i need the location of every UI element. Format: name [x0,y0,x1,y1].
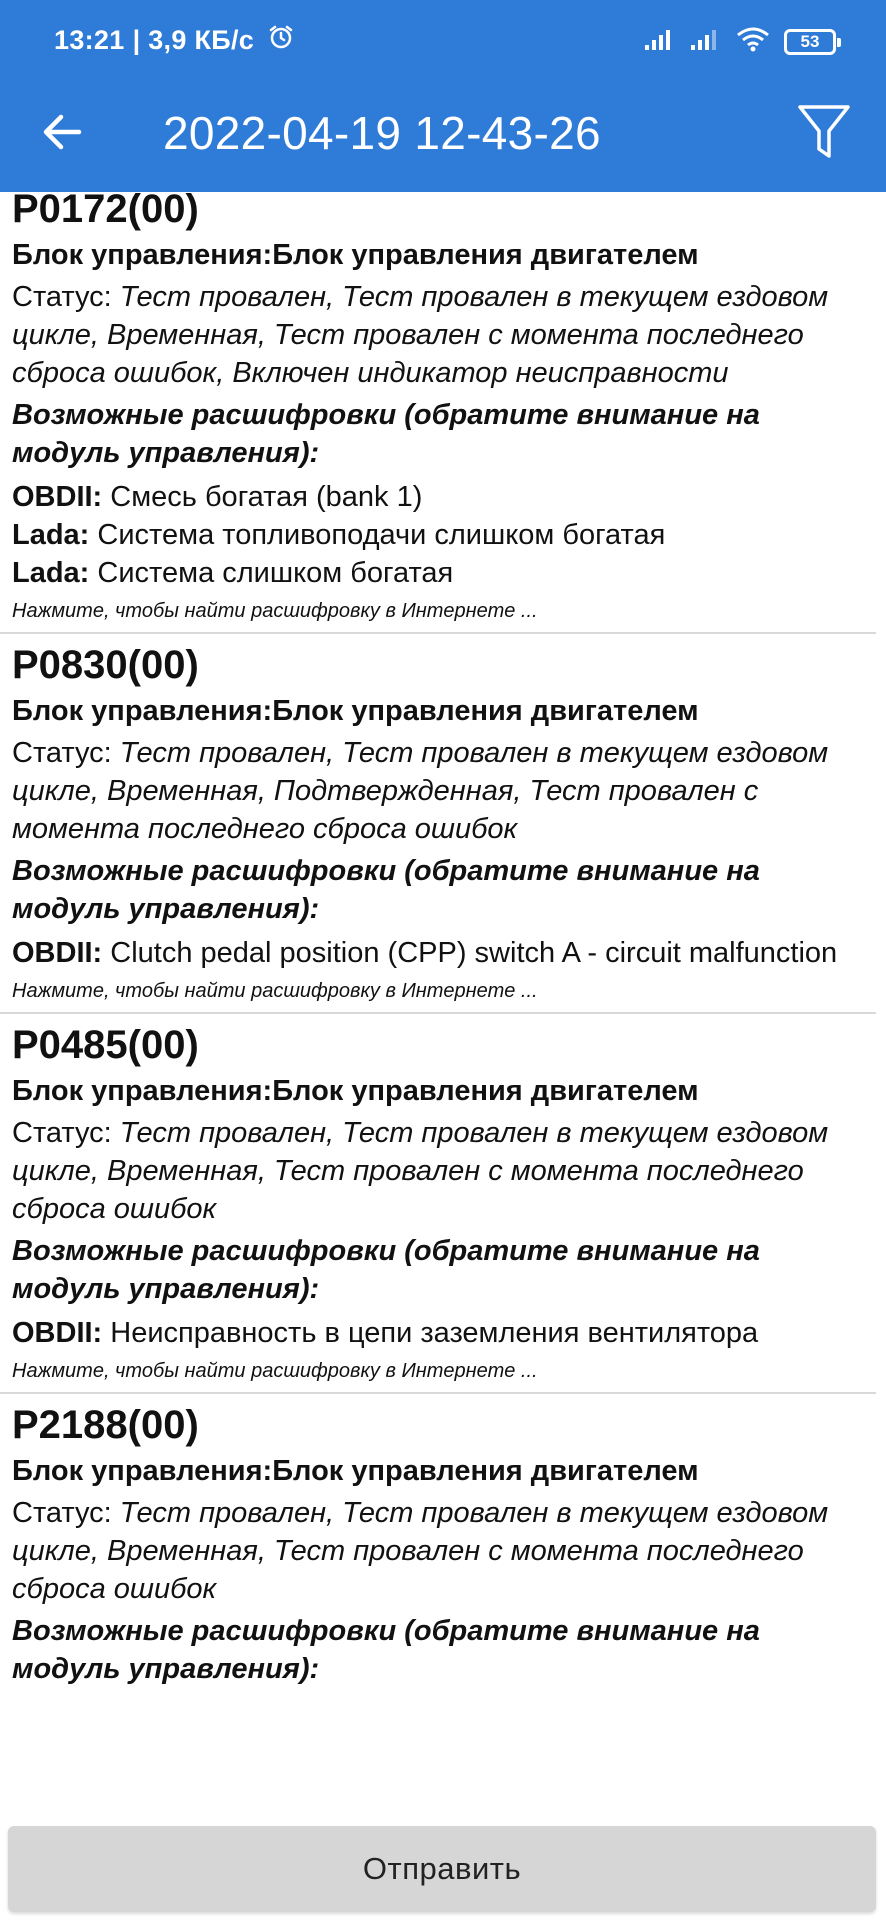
decode-text: Неисправность в цепи заземления вентилятора [102,1317,759,1349]
status-time-group [54,24,294,57]
dtc-code: P0830(00) [12,643,199,687]
dtc-item[interactable] [0,192,876,634]
status-value: Тест провален, Тест провален в текущем ездовом цикле, Временная, Тест провален с момента последнего сброса ошибок, Включен индикатор неисправности [12,281,829,389]
back-button[interactable] [30,102,94,166]
decode-row [12,934,864,972]
decode-hint-title: Возможные расшифровки (обратите внимание на модуль управления): [12,855,760,925]
decode-text: Clutch pedal position (CPP) switch A - circuit malfunction [102,937,838,969]
control-block: Блок управления:Блок управления двигателем [12,1075,699,1107]
status-label: Статус: [12,281,120,313]
signal-icon [690,27,722,56]
search-online-link[interactable]: Нажмите, чтобы найти расшифровку в Интернете ... [12,980,538,1002]
status-time: 13:21 [54,25,125,55]
dtc-code: P0172(00) [12,192,199,231]
decode-source: Lada: [12,557,90,589]
battery-level: 53 [800,31,820,51]
decode-source: OBDII: [12,937,103,969]
filter-icon [797,103,851,166]
dtc-item[interactable] [0,1400,876,1688]
status-bar [0,0,886,80]
search-online-link[interactable]: Нажмите, чтобы найти расшифровку в Интернете ... [12,600,538,622]
status-value: Тест провален, Тест провален в текущем ездовом цикле, Временная, Тест провален с момента последнего сброса ошибок [12,1117,829,1225]
dtc-code: P0485(00) [12,1023,199,1067]
decode-row [12,478,864,516]
decode-source: OBDII: [12,1317,103,1349]
dtc-status [12,734,864,848]
status-value: Тест провален, Тест провален в текущем ездовом цикле, Временная, Подтвержденная, Тест провален с момента последнего сброса ошибок [12,737,829,845]
decode-source: Lada: [12,519,90,551]
signal-icon [644,27,676,56]
wifi-icon [736,26,770,57]
toolbar [0,80,886,192]
battery-icon [784,29,836,55]
decode-text: Система слишком богатая [89,557,454,589]
dtc-list [0,192,886,1694]
control-block: Блок управления:Блок управления двигателем [12,695,699,727]
footer [0,1818,886,1920]
app-bar [0,0,886,192]
status-label: Статус: [12,737,120,769]
arrow-left-icon [41,111,83,158]
dtc-status [12,1114,864,1228]
dtc-item[interactable] [0,640,876,1014]
page-title: 2022-04-19 12-43-26 [163,107,601,159]
filter-button[interactable] [786,94,862,174]
alarm-icon [268,24,294,57]
control-block: Блок управления:Блок управления двигателем [12,239,699,271]
status-icons [644,26,836,57]
decode-hint-title: Возможные расшифровки (обратите внимание на модуль управления): [12,1235,760,1305]
dtc-list-viewport[interactable] [0,192,886,1818]
dtc-status [12,1494,864,1608]
send-button[interactable]: Отправить [8,1826,876,1912]
decode-row [12,516,864,554]
decode-text: Система топливоподачи слишком богатая [89,519,666,551]
decode-hint-title: Возможные расшифровки (обратите внимание на модуль управления): [12,399,760,469]
decode-text: Смесь богатая (bank 1) [102,481,423,513]
status-label: Статус: [12,1117,120,1149]
decode-hint-title: Возможные расшифровки (обратите внимание на модуль управления): [12,1615,760,1685]
dtc-status [12,278,864,392]
status-value: Тест провален, Тест провален в текущем ездовом цикле, Временная, Тест провален с момента последнего сброса ошибок [12,1497,829,1605]
status-label: Статус: [12,1497,120,1529]
search-online-link[interactable]: Нажмите, чтобы найти расшифровку в Интернете ... [12,1360,538,1382]
dtc-code: P2188(00) [12,1403,199,1447]
control-block: Блок управления:Блок управления двигателем [12,1455,699,1487]
dtc-item[interactable] [0,1020,876,1394]
network-speed: | 3,9 КБ/с [132,25,255,55]
decode-row [12,554,864,592]
decode-source: OBDII: [12,481,103,513]
decode-row [12,1314,864,1352]
